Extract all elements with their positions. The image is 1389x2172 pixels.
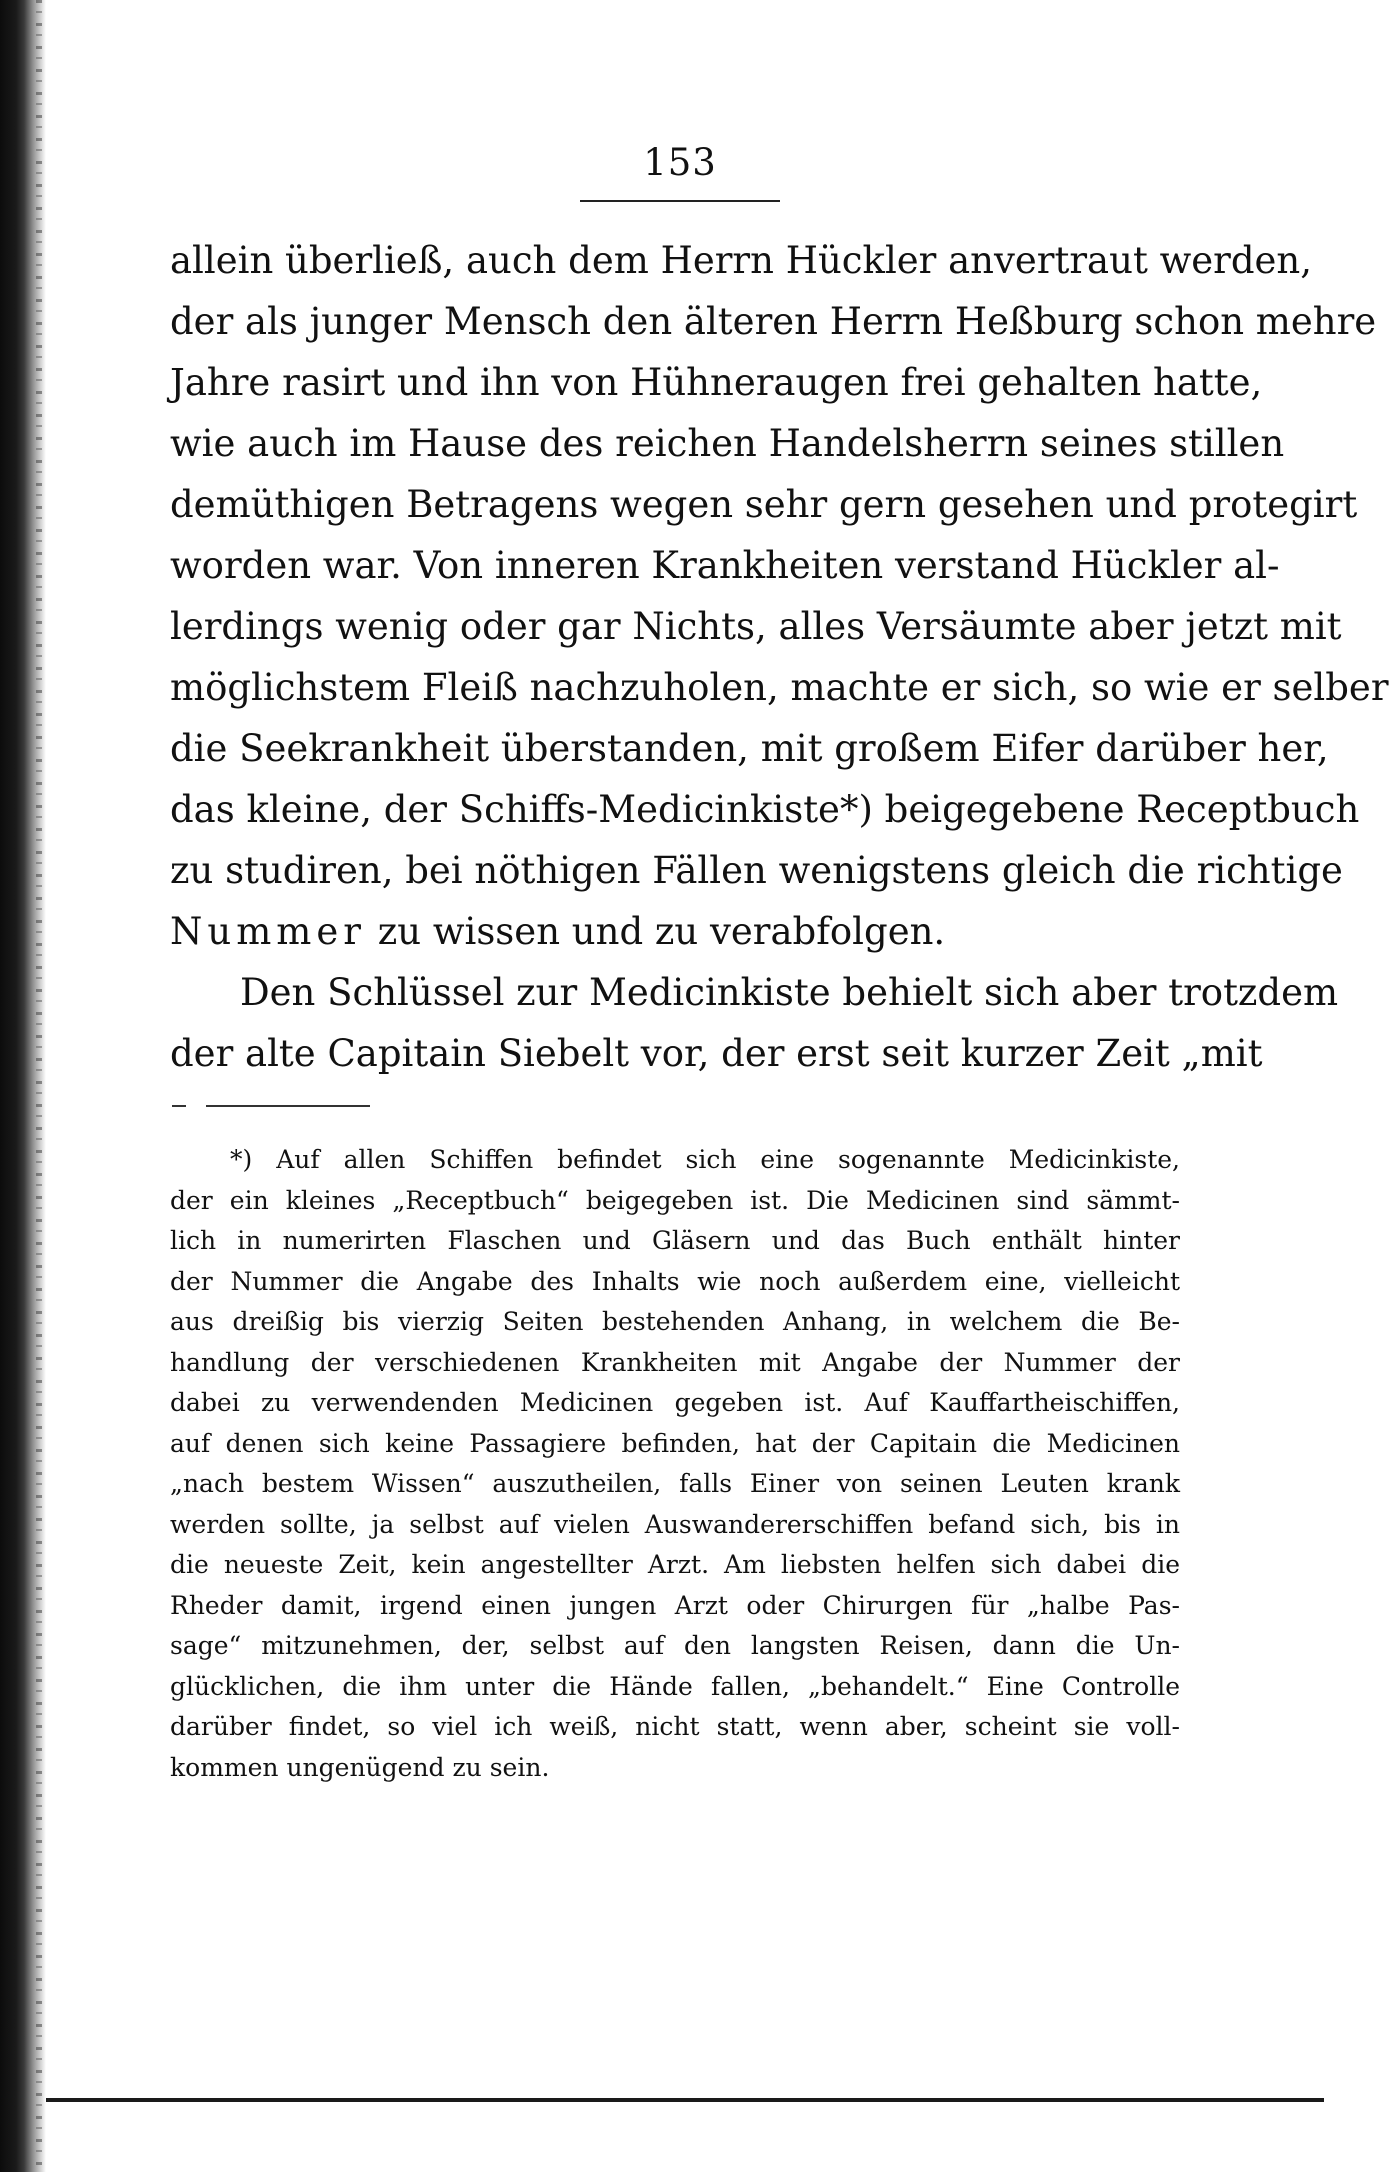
page-bottom-edge: [46, 2098, 1324, 2102]
text-line: wie auch im Hause des reichen Handelsherrn seines stillen: [170, 422, 1285, 465]
footnote-line: auf denen sich keine Passagiere befinden, hat der Capitain die Medicinen: [170, 1428, 1180, 1458]
footnote-line: Rheder damit, irgend einen jungen Arzt oder Chirurgen für „halbe Pas-: [170, 1590, 1180, 1620]
footnote-line: „nach bestem Wissen“ auszutheilen, falls Einer von seinen Leuten krank: [170, 1469, 1180, 1498]
text-line: die Seekrankheit überstanden, mit großem Eifer darüber her,: [170, 727, 1329, 770]
footnote-line: werden sollte, ja selbst auf vielen Auswandererschiffen befand sich, bis in: [170, 1509, 1180, 1539]
footnote-line: aus dreißig bis vierzig Seiten bestehenden Anhang, in welchem die Be-: [170, 1307, 1180, 1336]
footnote-block: [170, 1140, 1180, 1788]
text-line: demüthigen Betragens wegen sehr gern gesehen und protegirt: [170, 483, 1358, 526]
footnote-separator: [206, 1105, 370, 1107]
text-line: möglichstem Fleiß nachzuholen, machte er sich, so wie er selber: [170, 666, 1389, 709]
text-line: der als junger Mensch den älteren Herrn Heßburg schon mehre: [170, 300, 1377, 343]
main-text-block: [170, 230, 1389, 1084]
text-fragment: zu wissen und zu verabfolgen.: [365, 910, 946, 953]
footnote-line: der ein kleines „Receptbuch“ beigegeben ist. Die Medicinen sind sämmt-: [170, 1185, 1180, 1215]
text-line: das kleine, der Schiffs-Medicinkiste*) beigegebene Receptbuch: [170, 788, 1360, 831]
footnote-line: handlung der verschiedenen Krankheiten mit Angabe der Nummer der: [170, 1347, 1180, 1377]
footnote-line: darüber findet, so viel ich weiß, nicht statt, wenn aber, scheint sie voll-: [170, 1712, 1180, 1741]
footnote-line: der Nummer die Angabe des Inhalts wie noch außerdem eine, vielleicht: [170, 1266, 1180, 1296]
footnote-line: die neueste Zeit, kein angestellter Arzt. Am liebsten helfen sich dabei die: [170, 1550, 1180, 1579]
book-binding-edge: [0, 0, 46, 2172]
footnote-line: *) Auf allen Schiffen befindet sich eine sogenannte Medicinkiste,: [230, 1145, 1180, 1174]
footnote-line-last: kommen ungenügend zu sein.: [170, 1752, 550, 1782]
text-line-last: [170, 901, 1180, 962]
text-line: zu studiren, bei nöthigen Fällen wenigstens gleich die richtige: [170, 849, 1343, 892]
text-line: der alte Capitain Siebelt vor, der erst seit kurzer Zeit „mit: [170, 1032, 1263, 1075]
footnote-line: lich in numerirten Flaschen und Gläsern und das Buch enthält hinter: [170, 1226, 1180, 1255]
footnote-separator-dash: [172, 1105, 186, 1107]
text-line: worden war. Von inneren Krankheiten verstand Hückler al-: [170, 544, 1280, 587]
footnote-line: dabei zu verwendenden Medicinen gegeben ist. Auf Kauffartheischiffen,: [170, 1388, 1180, 1417]
text-line: allein überließ, auch dem Herrn Hückler anvertraut werden,: [170, 239, 1312, 282]
text-line: Jahre rasirt und ihn von Hühneraugen frei gehalten hatte,: [170, 361, 1263, 404]
header-rule: [580, 200, 780, 202]
paragraph-start-line: Den Schlüssel zur Medicinkiste behielt sich aber trotzdem: [240, 971, 1339, 1014]
emphasized-word: Nummer: [170, 910, 366, 953]
page-number: 153: [643, 141, 717, 184]
footnote-line: glücklichen, die ihm unter die Hände fallen, „behandelt.“ Eine Controlle: [170, 1671, 1180, 1701]
footnote-line: sage“ mitzunehmen, der, selbst auf den langsten Reisen, dann die Un-: [170, 1631, 1180, 1660]
text-line: lerdings wenig oder gar Nichts, alles Versäumte aber jetzt mit: [170, 605, 1342, 648]
